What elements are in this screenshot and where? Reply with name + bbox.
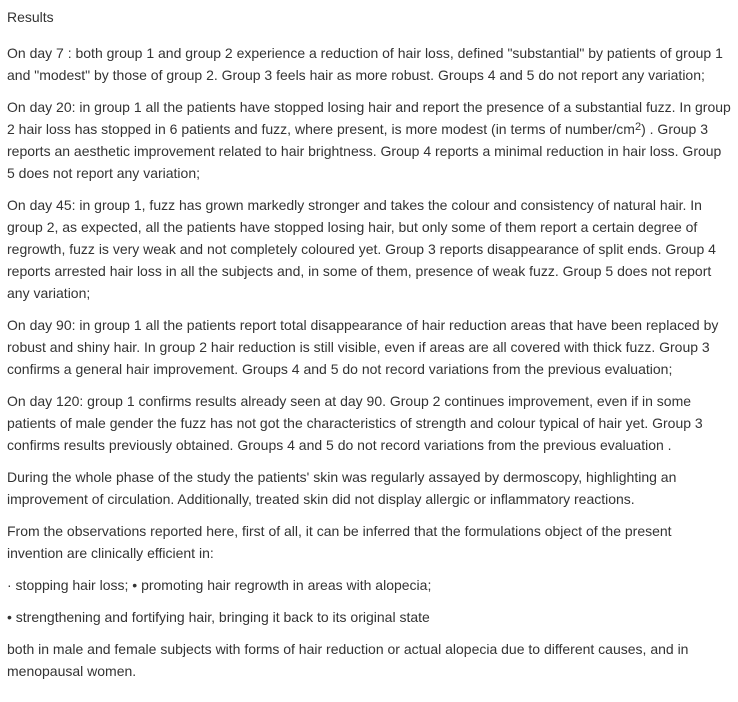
paragraph-day-45: On day 45: in group 1, fuzz has grown markedly stronger and takes the colour and consistency of natural hair. In group 2, as expected, all the patients have stopped losing hair, but only some of them report a certain degree of regrowth, fuzz is very weak and not completely coloured yet. Group 3 reports disappearance of split ends. Group 4 reports arrested hair loss in all the subjects and, in some of them, presence of weak fuzz. Group 5 does not report any variation; xyxy=(7,197,716,301)
superscript-2: 2 xyxy=(634,121,642,133)
paragraph-day-20-pre: On day 20: in group 1 all the patients have stopped losing hair and report the presence of a substantial fuzz. In group 2 hair loss has stopped in 6 patients and fuzz, where present, is more modest (in terms of number/cm xyxy=(7,99,731,137)
paragraph-day-20 xyxy=(7,96,731,184)
paragraph-day-120: On day 120: group 1 confirms results already seen at day 90. Group 2 continues improvement, even if in some patients of male gender the fuzz has not got the characteristics of strength and colour typical of hair yet. Group 3 confirms results previously obtained. Groups 4 and 5 do not record variations from the previous evaluation . xyxy=(7,393,703,453)
bullet-line-stopping-promoting: · stopping hair loss; • promoting hair regrowth in areas with alopecia; xyxy=(7,577,432,593)
section-title: Results xyxy=(7,9,54,25)
paragraph-conclusion: both in male and female subjects with forms of hair reduction or actual alopecia due to different causes, and in menopausal women. xyxy=(7,641,689,679)
paragraph-observations: From the observations reported here, first of all, it can be inferred that the formulations object of the present invention are clinically efficient in: xyxy=(7,523,672,561)
paragraph-day-20-post: ) . Group 3 reports an aesthetic improvement related to hair brightness. Group 4 reports a minimal reduction in hair loss. Group 5 does not report any variation; xyxy=(7,121,722,181)
paragraph-day-90: On day 90: in group 1 all the patients report total disappearance of hair reduction areas that have been replaced by robust and shiny hair. In group 2 hair reduction is still visible, even if areas are all covered with thick fuzz. Group 3 confirms a general hair improvement. Groups 4 and 5 do not record variations from the previous evaluation; xyxy=(7,317,719,377)
paragraph-dermoscopy: During the whole phase of the study the patients' skin was regularly assayed by dermoscopy, highlighting an improvement of circulation. Additionally, treated skin did not display allergic or inflammatory reactions. xyxy=(7,469,677,507)
bullet-line-strengthening: • strengthening and fortifying hair, bringing it back to its original state xyxy=(7,609,430,625)
paragraph-day-7: On day 7 : both group 1 and group 2 experience a reduction of hair loss, defined "substantial" by patients of group 1 and "modest" by those of group 2. Group 3 feels hair as more robust. Groups 4 and 5 do not report any variation; xyxy=(7,45,723,83)
